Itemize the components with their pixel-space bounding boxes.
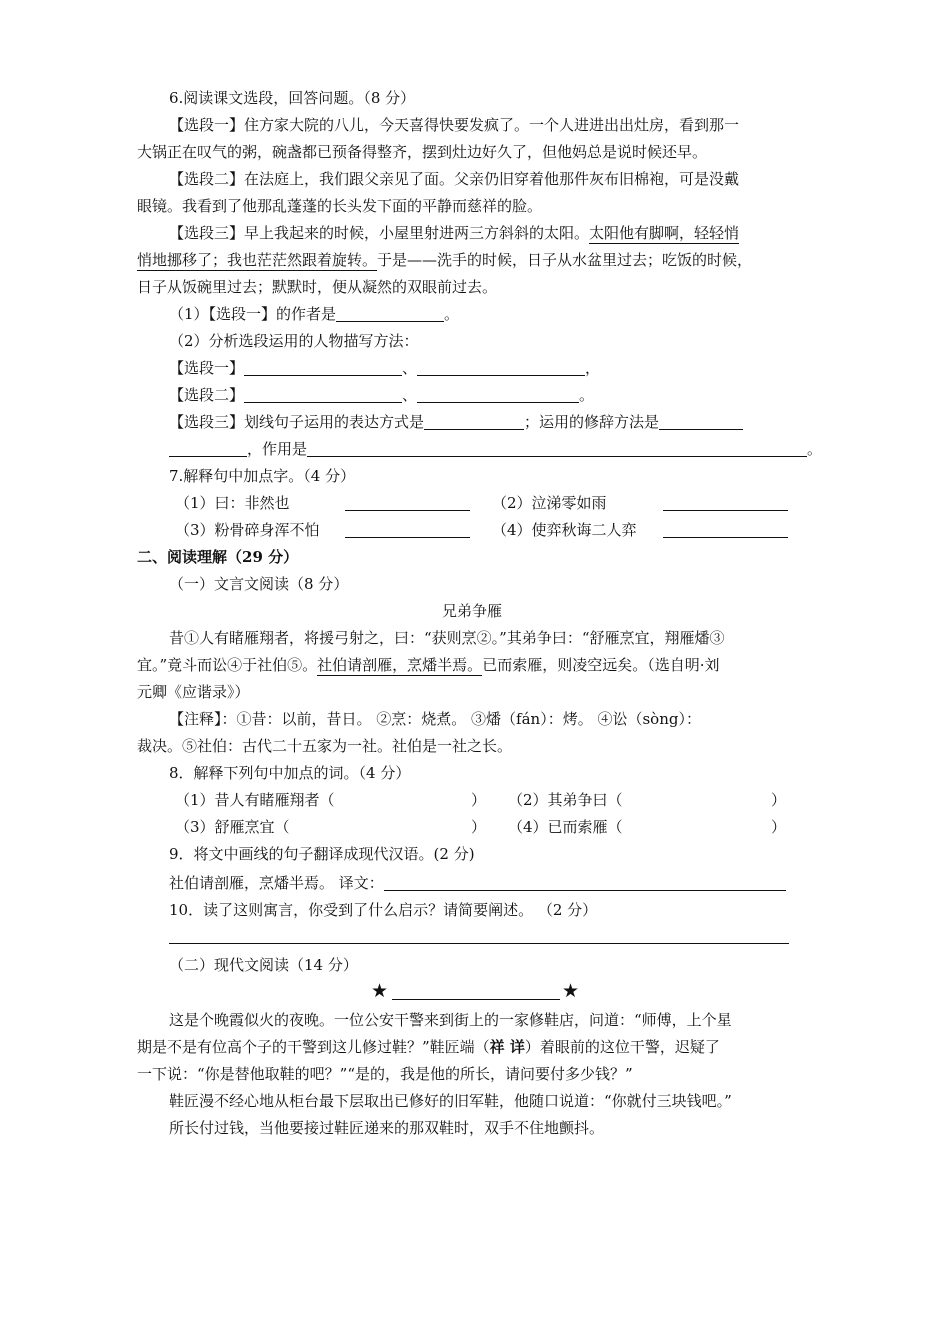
modern-text: 期是不是有位高个子的干警到这儿修过鞋？”鞋匠端（ — [137, 1038, 490, 1056]
q7-item1-blank[interactable] — [345, 494, 470, 511]
q8-item2: （2）其弟争曰（ — [508, 791, 623, 809]
section2-title: 二、阅读理解（29 分） — [137, 548, 299, 566]
modern-p2: 鞋匠漫不经心地从柜台最下层取出已修好的旧军鞋，他随口说道：“你就付三块钱吧。” — [169, 1092, 732, 1110]
modern-p1-line1: 这是个晚霞似火的夜晚。一位公安干警来到街上的一家修鞋店，问道：“师傅，上个星 — [169, 1011, 732, 1029]
q6-excerpt2-blank2[interactable] — [417, 386, 579, 403]
q6-excerpt1-line1: 【选段一】住方家大院的八儿，今天喜得快要发疯了。一个人进进出出灶房，看到那一 — [169, 116, 740, 134]
star-icon-left: ★ — [371, 980, 389, 1002]
q7-item2: （2）泣涕零如雨 — [492, 494, 607, 512]
q9-prompt: 社伯请剖雁，烹燔半焉。 译文： — [169, 874, 384, 892]
q6-excerpt1-line2: 大锅正在叹气的粥，碗盏都已预备得整齐，摆到灶边好久了，但他妈总是说时候还早。 — [137, 143, 708, 161]
q6-sub1-end: 。 — [444, 305, 460, 323]
q8-item4: （4）已而索雁（ — [508, 818, 623, 836]
char-choice: 祥 详 — [489, 1038, 525, 1056]
q6-excerpt1-answer-row — [169, 358, 600, 378]
q6-excerpt3-answer-row2 — [169, 439, 822, 459]
q7-item4-blank[interactable] — [663, 521, 788, 538]
q9-answer-line — [169, 873, 786, 893]
q8-item3-close: ） — [471, 818, 487, 836]
separator: 、 — [402, 386, 418, 404]
story-text2: 已而索雁，则凌空远矣。（选自明·刘 — [482, 656, 720, 674]
story-title: 兄弟争雁 — [442, 602, 503, 620]
q6-excerpt3-line1 — [169, 223, 739, 243]
q6-excerpt2-answer-row — [169, 385, 594, 405]
separator: 、 — [402, 359, 418, 377]
q7-title: 7.解释句中加点字。（4 分） — [169, 467, 356, 485]
q8-title: 8．解释下列句中加点的词。（4 分） — [169, 764, 411, 782]
q10-title: 10．读了这则寓言，你受到了什么启示？请简要阐述。 （2 分） — [169, 901, 598, 919]
q9-title: 9．将文中画线的句子翻译成现代汉语。(2 分) — [169, 845, 475, 863]
modern-p1-line3: 一下说：“你是替他取鞋的吧？”“是的，我是他的所长，请问要付多少钱？” — [137, 1065, 633, 1083]
q6-sub2: （2）分析选段运用的人物描写方法： — [169, 332, 419, 350]
q6-excerpt3-answer-row — [169, 412, 743, 432]
q8-item1: （1）昔人有睹雁翔者（ — [175, 791, 335, 809]
comma: ， — [585, 359, 601, 377]
q6-excerpt2-blank1[interactable] — [244, 386, 402, 403]
modern-p3: 所长付过钱，当他要接过鞋匠递来的那双鞋时，双手不住地颤抖。 — [169, 1119, 605, 1137]
q7-item3-blank[interactable] — [345, 521, 470, 538]
q9-translation-blank[interactable] — [384, 874, 786, 891]
classical-reading-heading: （一）文言文阅读（8 分） — [169, 575, 349, 593]
q6-author-blank[interactable] — [336, 305, 444, 322]
q7-item1: （1）曰：非然也 — [175, 494, 290, 512]
q6-sub1 — [169, 304, 459, 324]
q7-item3: （3）粉骨碎身浑不怕 — [175, 521, 320, 539]
modern-reading-heading: （二）现代文阅读（14 分） — [169, 956, 358, 974]
q6-underlined-sentence-part1: 太阳他有脚啊，轻轻悄 — [589, 224, 740, 242]
q6-rhetoric-blank-cont[interactable] — [169, 440, 247, 457]
q6-excerpt3-text2: 于是——洗手的时候，日子从水盆里过去；吃饭的时候， — [377, 251, 753, 269]
story-underlined-sentence: 社伯请剖雁，烹燔半焉。 — [317, 656, 483, 674]
q6-excerpt2-label: 【选段二】 — [169, 386, 245, 404]
q6-effect-blank[interactable] — [307, 440, 807, 457]
star-icon-right: ★ — [562, 980, 580, 1002]
q6-title: 6.阅读课文选段，回答问题。（8 分） — [169, 89, 416, 107]
story-line2 — [137, 655, 719, 675]
q6-sub1-text: （1）【选段一】的作者是 — [169, 305, 337, 323]
q7-item2-blank[interactable] — [663, 494, 788, 511]
q6-excerpt2-line2: 眼镜。我看到了他那乱蓬蓬的长头发下面的平静而慈祥的脸。 — [137, 197, 543, 215]
q8-item4-close: ） — [771, 818, 787, 836]
q8-item2-close: ） — [771, 791, 787, 809]
story-line1: 昔①人有睹雁翔者，将援弓射之，曰：“获则烹②。”其弟争曰：“舒雁烹宜，翔雁燔③ — [169, 629, 725, 647]
q6-effect-question: ，作用是 — [247, 440, 308, 458]
modern-text2: ）着眼前的这位干警，迟疑了 — [524, 1038, 720, 1056]
annotation-line1: 【注释】：①昔：以前，昔日。 ②烹：烧煮。 ③燔（fán）：烤。 ④讼（sòng）： — [169, 710, 701, 728]
q6-excerpt1-blank1[interactable] — [244, 359, 402, 376]
annotation-line2: 裁决。⑤社伯：古代二十五家为一社。社伯是一社之长。 — [137, 737, 513, 755]
q6-excerpt3-line2 — [137, 250, 752, 270]
q6-excerpt3-line3: 日子从饭碗里过去；默默时，便从凝然的双眼前过去。 — [137, 278, 498, 296]
q8-item1-close: ） — [471, 791, 487, 809]
story-line3: 元卿《应谐录》） — [137, 683, 250, 701]
story-text: 宜。”竟斗而讼④于社伯⑤。 — [137, 656, 318, 674]
q6-rhetoric-blank[interactable] — [659, 413, 743, 430]
q6-expression-blank[interactable] — [424, 413, 524, 430]
title-blank[interactable] — [392, 983, 560, 1000]
q6-excerpt1-label: 【选段一】 — [169, 359, 245, 377]
q8-item3: （3）舒雁烹宜（ — [175, 818, 290, 836]
q10-answer-line[interactable] — [169, 943, 789, 944]
q6-excerpt3-text: 【选段三】早上我起来的时候，小屋里射进两三方斜斜的太阳。 — [169, 224, 590, 242]
q6-rhetoric-question: ；运用的修辞方法是 — [524, 413, 660, 431]
q6-excerpt3-question: 【选段三】划线句子运用的表达方式是 — [169, 413, 425, 431]
period: 。 — [579, 386, 595, 404]
modern-p1-line2 — [137, 1037, 720, 1057]
q7-item4: （4）使弈秋诲二人弈 — [492, 521, 637, 539]
q6-underlined-sentence-part2: 悄地挪移了；我也茫茫然跟着旋转。 — [137, 251, 378, 269]
q6-excerpt1-blank2[interactable] — [417, 359, 585, 376]
q6-excerpt2-line1: 【选段二】在法庭上，我们跟父亲见了面。父亲仍旧穿着他那件灰布旧棉袍，可是没戴 — [169, 170, 740, 188]
period: 。 — [807, 440, 823, 458]
